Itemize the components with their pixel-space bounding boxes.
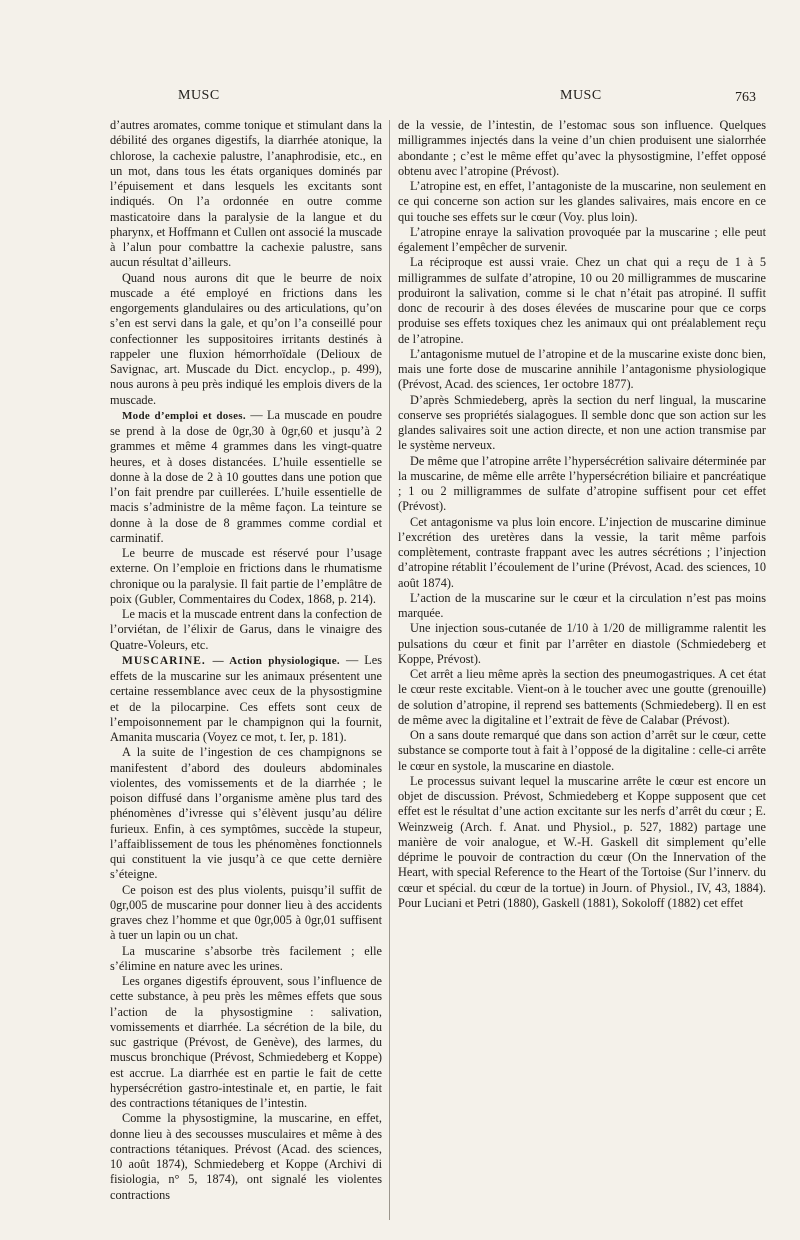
paragraph — [110, 271, 382, 408]
paragraph-text: L’antagonisme mutuel de l’atropine et de la muscarine existe donc bien, mais une forte dose de muscarine annihile l’antagonisme physiologique (Prévost, Acad. des sciences, 1er octobre 1877). — [398, 346, 766, 392]
paragraph — [398, 621, 766, 667]
paragraph — [110, 1111, 382, 1203]
paragraph — [398, 255, 766, 347]
paragraph — [398, 225, 766, 256]
paragraph-text: La réciproque est aussi vraie. Chez un chat qui a reçu de 1 à 5 milligrammes de sulfate d’atropine, 10 ou 20 milligrammes de muscarine produiront la salivation, comme si le chat n’était pas atropiné. Il suffit donc de recourir à des doses élevées de muscarine pour que ce corps produise ses effets toxiques chez les animaux qui ont préalablement reçu de l’atropine. — [398, 255, 766, 346]
section-heading: Mode d’emploi et doses. — [122, 409, 246, 422]
paragraph-text: Le macis et la muscade entrent dans la confection de l’orviétan, de l’élixir de Garus, dans le vinaigre des Quatre-Voleurs, etc. — [110, 607, 382, 652]
paragraph-text: Le beurre de muscade est réservé pour l’usage externe. On l’emploie en frictions dans le rhumatisme chronique ou la paralysie. Il fait partie de l’emplâtre de poix (Gubler, Commentaires du Codex, 1868, p. 214). — [110, 546, 382, 606]
right-running-title: MUSC — [560, 88, 602, 103]
left-running-title: MUSC — [178, 88, 220, 103]
paragraph-text: D’après Schmiedeberg, après la section du nerf lingual, la muscarine conserve ses propriétés sialagogues. Il semble donc que son action sur les glandes salivaires soit une action directe, et non une action transmise par le système nerveux. — [398, 392, 766, 453]
paragraph-text: de la vessie, de l’intestin, de l’estomac sous son influence. Quelques milligrammes injectés dans la veine d’un chien produisent une sialorrhée abondante ; c’est le même effet qu’avec la physostigmine, l’effet opposé obtenu avec l’atropine (Prévost). — [398, 118, 766, 178]
paragraph — [398, 774, 766, 911]
paragraph-text: L’action de la muscarine sur le cœur et la circulation n’est pas moins marquée. — [398, 590, 766, 620]
paragraph-text: Quand nous aurons dit que le beurre de noix muscade a été employé en frictions dans les engorgements glandulaires ou des articulations, qu’on s’en est servi dans la gale, et qu’on l’a conseillé pour confectionner les suppositoires irritants destinés à rappeler une fluxion hémorrhoïdale (Delioux de Savignac, art. Muscade du Dict. encyclop., p. 499), nous aurons à peu près indiqué les emplois divers de la muscade. — [110, 270, 382, 407]
paragraph-text: A la suite de l’ingestion de ces champignons se manifestent d’abord des douleurs abdominales violentes, des vomissements et de la diarrhée ; le poison diffusé dans l’organisme amène plus tard des phénomènes d’ivresse qui s’élèvent jusqu’au délire furieux. Enfin, à ces symptômes, succède la stupeur, l’affaiblissement de tous les phénomènes fonctionnels qui constituent la vie jusqu’à ce que cette dernière s’éteigne. — [110, 745, 382, 882]
paragraph — [398, 393, 766, 454]
paragraph-text: De même que l’atropine arrête l’hypersécrétion salivaire déterminée par la muscarine, de même elle arrête l’hypersécrétion biliaire et pancréatique ; 1 ou 2 milligrammes de sulfate d’atropine suffisent pour cet effet (Prévost). — [398, 453, 766, 514]
left-column — [110, 118, 382, 1218]
paragraph-text: L’atropine est, en effet, l’antagoniste de la muscarine, non seulement en ce qui concerne son action sur les glandes salivaires, mais encore en ce qui touche ses effets sur le cœur (Voy. plus loin). — [398, 179, 766, 224]
paragraph-text: Cet arrêt a lieu même après la section des pneumogastriques. A cet état le cœur reste excitable. Vient-on à le toucher avec une goutte (grenouille) de solution d’atropine, il reprend ses battements (Schmiedeberg). Il en est de même avec la digitaline et l’extrait de fève de Calabar (Prévost). — [398, 667, 766, 727]
paragraph-text: — Les effets de la muscarine sur les animaux présentent une certaine ressemblance avec ceux de la physostigmine et de la pilocarpine. Ces effets sont ceux de l’empoisonnement par le champignon qui la fournit, Amanita muscaria (Voyez ce mot, t. Ier, p. 181). — [110, 652, 382, 744]
paragraph — [110, 745, 382, 882]
paragraph — [110, 944, 382, 975]
paragraph-text: Comme la physostigmine, la muscarine, en effet, donne lieu à des secousses musculaires et même à des contractions tétaniques. Prévost (Acad. des sciences, 10 août 1874), Schmiedeberg et Koppe (Archivi di fisiologia, n° 5, 1874), ont signalé les violentes contractions — [110, 1111, 382, 1202]
paragraph-text: Les organes digestifs éprouvent, sous l’influence de cette substance, à peu près les mêmes effets que sous l’action de la physostigmine : salivation, vomissements et diarrhée. La sécrétion de la bile, du suc gastrique (Prévost, de Genève), des larmes, du muscus bronchique (Prévost, Schmiedeberg et Koppe) est accrue. La diarrhée est en partie le fait de cette hypersécrétion gastro-intestinale et, en partie, le fait des contractions tétaniques de l’intestin. — [110, 974, 382, 1110]
paragraph — [110, 607, 382, 653]
page-header — [0, 88, 800, 110]
section-heading: — Action physiologique. — [212, 654, 340, 667]
paragraph-text: La muscarine s’absorbe très facilement ; elle s’élimine en nature avec les urines. — [110, 943, 382, 973]
paragraph — [398, 118, 766, 179]
paragraph — [110, 546, 382, 607]
paragraph — [110, 408, 382, 546]
paragraph-text: Ce poison est des plus violents, puisqu’il suffit de 0gr,005 de muscarine pour donner lieu à des accidents graves chez l’homme et que 0gr,005 à 0gr,01 suffisent à tuer un lapin ou un chat. — [110, 882, 382, 943]
paragraph-text: Cet antagonisme va plus loin encore. L’injection de muscarine diminue l’excrétion des uretères dans la vessie, la tarit même parfois complètement, contraste frappant avec les autres sécrétions ; l’injection d’atropine rétablit l’écoulement de l’urine (Prévost, Acad. des sciences, 10 août 1874). — [398, 514, 766, 590]
paragraph-text: — La muscade en poudre se prend à la dose de 0gr,30 à 0gr,60 et jusqu’à 2 grammes et même 4 grammes dans les vingt-quatre heures, et à doses distancées. L’huile essentielle se donne à la dose de 2 à 10 gouttes dans une potion que l’on fait prendre par cuillerées. L’huile essentielle de macis s’administre de la même façon. La teinture se donne à la dose de 8 grammes comme cordial et carminatif. — [110, 407, 382, 545]
paragraph — [110, 653, 382, 746]
right-column — [398, 118, 766, 1218]
paragraph-text: Le processus suivant lequel la muscarine arrête le cœur est encore un objet de discussion. Prévost, Schmiedeberg et Koppe supposent que cet effet est le résultat d’une action excitante sur les nerfs d’arrêt du cœur ; E. Weinzweig (Arch. f. Anat. und Physiol., p. 527, 1882) partage une manière de voir analogue, et W.-H. Gaskell dit simplement qu’elle déprime le pouvoir de contraction du cœur (On the Innervation of the Heart, with special Reference to the Heart of the Tortoise (Sur l’innerv. du cœur et spécial. du cœur de la tortue) in Journ. of Physiol., IV, 43, 1884). Pour Luciani et Petri (1880), Gaskell (1881), Sokoloff (1882) cet effet — [398, 773, 766, 910]
paragraph — [398, 454, 766, 515]
paragraph — [398, 347, 766, 393]
paragraph-text: d’autres aromates, comme tonique et stimulant dans la débilité des organes digestifs, la diarrhée atonique, la chlorose, la cachexie palustre, l’anaphrodisie, etc., en un mot, dans tous les états organiques dominés par l’épuisement et dans lesquels les excitants sont indiqués. On l’a ordonnée en outre comme masticatoire dans la paralysie de la langue et du pharynx, et Hoffmann et Cullen ont associé la muscade à l’alun pour combattre la cachexie palustre, sans aucun résultat d’ailleurs. — [110, 118, 382, 270]
paragraph — [110, 118, 382, 271]
entry-headword: MUSCARINE. — [122, 654, 213, 667]
paragraph — [398, 591, 766, 622]
paragraph — [110, 974, 382, 1111]
column-divider — [389, 120, 390, 1220]
page-number: 763 — [735, 90, 756, 105]
paragraph — [398, 515, 766, 591]
paragraph — [398, 728, 766, 774]
paragraph-text: On a sans doute remarqué que dans son action d’arrêt sur le cœur, cette substance se comporte tout à fait à l’opposé de la digitaline : celle-ci arrête le cœur en systole, la muscarine en diastole. — [398, 728, 766, 773]
paragraph — [398, 179, 766, 225]
paragraph-text: Une injection sous-cutanée de 1/10 à 1/20 de milligramme ralentit les pulsations du cœur et finit par l’arrêter en diastole (Schmiedeberg et Koppe, Prévost). — [398, 621, 766, 666]
paragraph — [398, 667, 766, 728]
paragraph — [110, 883, 382, 944]
paragraph-text: L’atropine enraye la salivation provoquée par la muscarine ; elle peut également l’empêcher de survenir. — [398, 224, 766, 254]
